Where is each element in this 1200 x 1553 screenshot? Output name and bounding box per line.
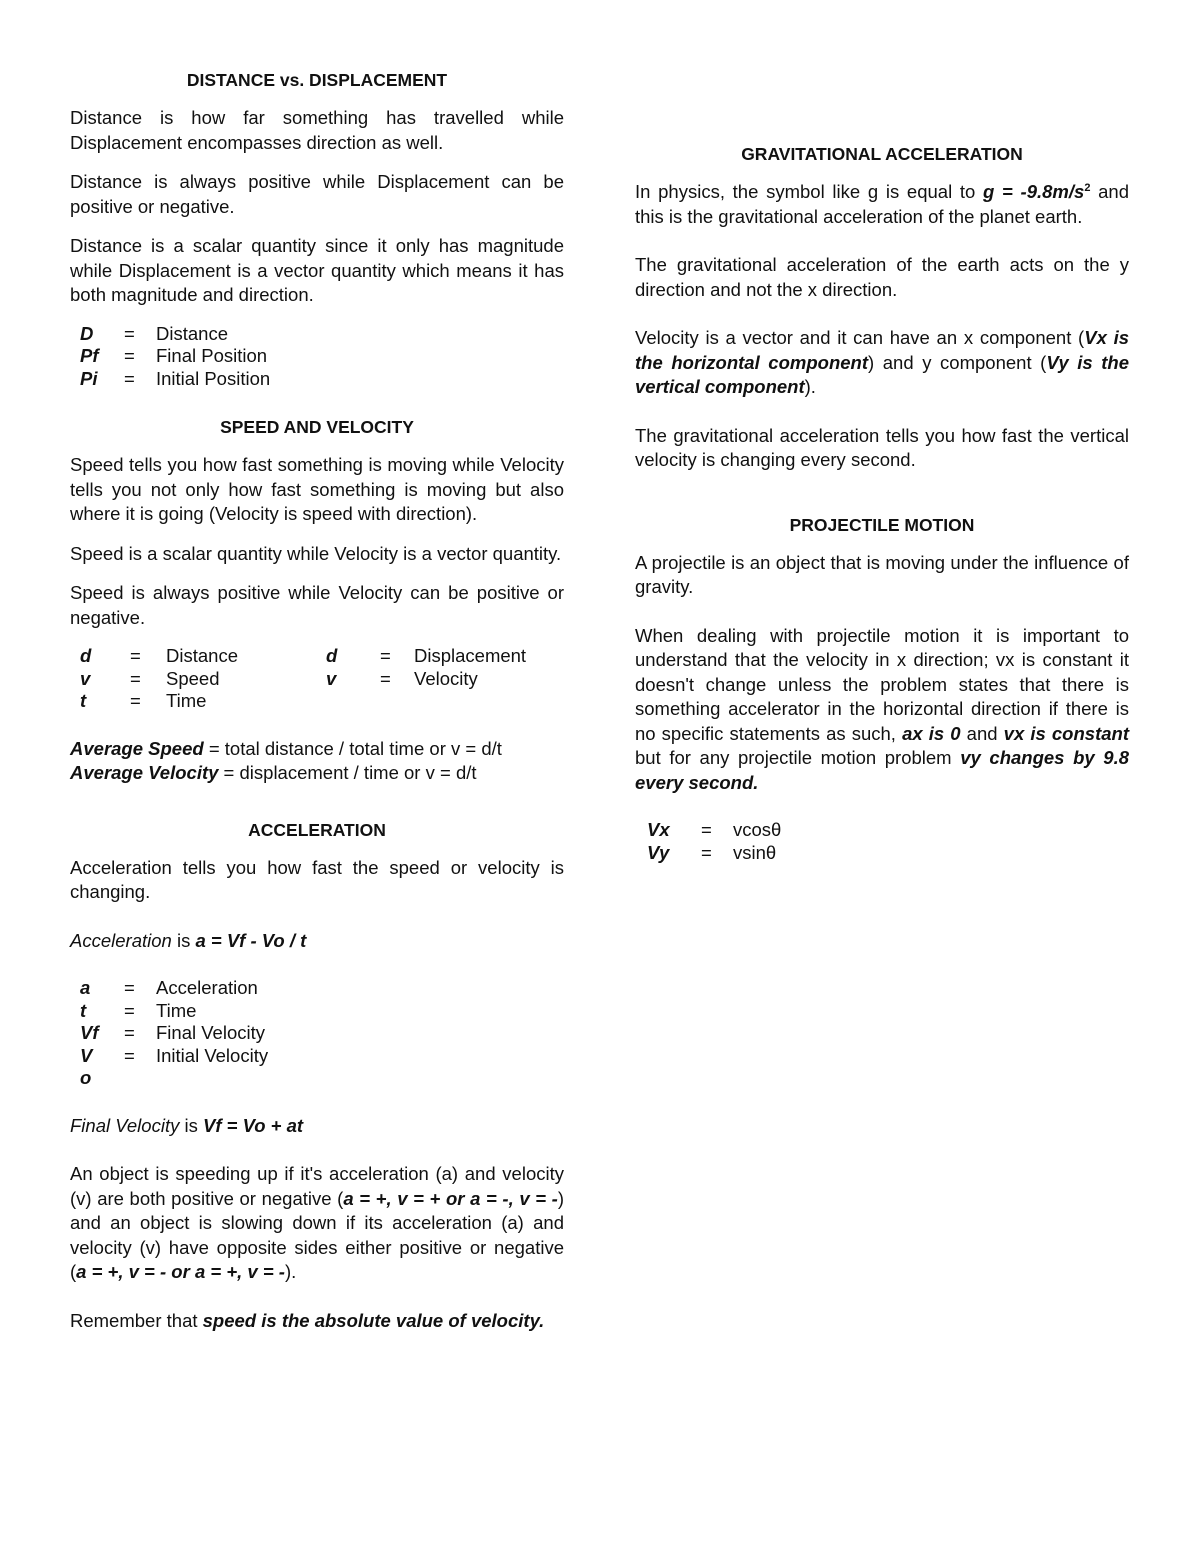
remember-paragraph bbox=[70, 1309, 564, 1334]
equals: = bbox=[380, 667, 391, 689]
text: ) and an object is slowing down if its acceleration (a) and velocity (v) have opposite sides either positive or negative ( bbox=[70, 1187, 564, 1282]
paragraph: The gravitational acceleration of the earth acts on the y direction and not the x direction. bbox=[635, 254, 1129, 300]
acceleration-label: Acceleration bbox=[70, 929, 172, 951]
equals: = bbox=[124, 999, 135, 1021]
section-gravitational-acceleration bbox=[635, 142, 1129, 473]
term: Initial Velocity bbox=[156, 1044, 269, 1066]
definition-row bbox=[80, 690, 526, 713]
term: Distance bbox=[156, 322, 228, 344]
equals: = bbox=[124, 1044, 135, 1066]
paragraph bbox=[635, 180, 1129, 229]
acceleration-formula bbox=[70, 929, 564, 954]
is-text: is bbox=[171, 929, 196, 951]
symbol: Pi bbox=[80, 367, 98, 389]
bold-text: Vy is the vertical component bbox=[635, 351, 1129, 397]
symbol: t bbox=[80, 690, 87, 711]
paragraph bbox=[635, 624, 1129, 796]
final-velocity-formula bbox=[70, 1114, 564, 1139]
paragraph: Acceleration tells you how fast the speed or velocity is changing. bbox=[70, 856, 564, 902]
text: Velocity is a vector and it can have an x component ( bbox=[635, 327, 1085, 348]
definition-row bbox=[80, 345, 270, 368]
definition-row bbox=[647, 819, 781, 842]
term: Displacement bbox=[414, 645, 527, 666]
symbol: Vy bbox=[647, 841, 670, 863]
text: but for any projectile motion problem bbox=[635, 747, 961, 768]
bold-text: Vx is the horizontal component bbox=[635, 327, 1130, 373]
equals: = bbox=[701, 819, 712, 840]
term: Acceleration bbox=[156, 977, 258, 998]
symbol: Pf bbox=[80, 345, 99, 366]
bold-text: vx is constant bbox=[1003, 722, 1129, 744]
paragraph bbox=[635, 326, 1129, 400]
term: Distance bbox=[166, 645, 238, 666]
paragraph: Speed is always positive while Velocity can be positive or negative. bbox=[70, 582, 564, 628]
equals: = bbox=[124, 322, 135, 344]
formula: Vf = Vo + at bbox=[202, 1114, 304, 1136]
equals: = bbox=[124, 345, 135, 366]
equals: = bbox=[701, 841, 712, 863]
definition-row bbox=[80, 977, 268, 1000]
definitions-table bbox=[647, 819, 781, 864]
symbol: o bbox=[80, 1067, 92, 1088]
section-title: ACCELERATION bbox=[248, 819, 386, 840]
term: Velocity bbox=[414, 667, 478, 689]
average-speed-formula: = total distance / total time or v = d/t bbox=[203, 737, 502, 759]
superscript: 2 bbox=[1084, 181, 1091, 194]
text: ). bbox=[804, 376, 816, 397]
bold-formula: g = -9.8m/s bbox=[983, 181, 1085, 202]
bold-text: speed is the absolute value of velocity. bbox=[202, 1309, 545, 1331]
section-title: GRAVITATIONAL ACCELERATION bbox=[741, 144, 1023, 164]
paragraph: Distance is always positive while Displacement can be positive or negative. bbox=[70, 171, 564, 217]
definition-row bbox=[80, 323, 270, 346]
equals: = bbox=[130, 667, 141, 689]
term: Final Velocity bbox=[156, 1022, 265, 1043]
paragraph: A projectile is an object that is moving under the influence of gravity. bbox=[635, 551, 1129, 597]
section-distance-displacement bbox=[70, 68, 564, 390]
section-projectile-motion bbox=[635, 513, 1129, 865]
definitions-table bbox=[80, 323, 270, 391]
text: Remember that bbox=[70, 1309, 203, 1331]
definition-row bbox=[80, 1022, 268, 1045]
bold-text: vy changes by 9.8 every second. bbox=[635, 747, 1129, 793]
final-velocity-label: Final Velocity bbox=[70, 1114, 180, 1136]
symbol: v bbox=[326, 667, 337, 689]
paragraph: Distance is a scalar quantity since it only has magnitude while Displacement is a vector quantity which means it has both magnitude and direction. bbox=[70, 235, 564, 305]
symbol: Vx bbox=[647, 819, 670, 840]
term: Time bbox=[156, 999, 197, 1021]
bold-text: ax is 0 bbox=[902, 722, 961, 744]
definition-row bbox=[80, 368, 270, 391]
formula: a = Vf - Vo / t bbox=[195, 929, 307, 951]
speeding-up-paragraph bbox=[70, 1162, 564, 1285]
equals: = bbox=[130, 645, 141, 666]
bold-formula: a = +, v = - or a = +, v = - bbox=[76, 1261, 285, 1282]
symbol: a bbox=[80, 977, 91, 998]
definitions-table bbox=[80, 977, 268, 1090]
term: vsinθ bbox=[733, 841, 777, 863]
term: vcosθ bbox=[733, 819, 782, 840]
paragraph: Speed tells you how fast something is moving while Velocity tells you not only how fast something is moving but also where it is going (Velocity is speed with direction). bbox=[70, 454, 564, 524]
term: Final Position bbox=[156, 345, 268, 366]
symbol: Vf bbox=[80, 1022, 99, 1043]
symbol: t bbox=[80, 999, 87, 1021]
section-speed-velocity bbox=[70, 415, 564, 786]
text: In physics, the symbol like g is equal to bbox=[635, 181, 984, 202]
term bbox=[156, 1067, 268, 1090]
average-formulas bbox=[70, 737, 564, 786]
symbol: d bbox=[326, 645, 338, 666]
average-velocity-formula: = displacement / time or v = d/t bbox=[218, 762, 477, 783]
definition-row bbox=[80, 668, 526, 691]
text: ). bbox=[284, 1261, 297, 1282]
text: and this is the gravitational acceleration of the planet earth. bbox=[635, 181, 1130, 227]
equals bbox=[124, 1067, 156, 1090]
equals: = bbox=[124, 977, 135, 998]
symbol: d bbox=[80, 645, 92, 666]
definition-row bbox=[80, 1045, 268, 1068]
equals: = bbox=[130, 690, 141, 711]
definitions-table bbox=[80, 645, 526, 713]
equals: = bbox=[380, 645, 391, 666]
equals: = bbox=[124, 1022, 135, 1043]
paragraph: Speed is a scalar quantity while Velocity is a vector quantity. bbox=[70, 542, 562, 564]
definition-row bbox=[80, 1000, 268, 1023]
definition-row bbox=[647, 842, 781, 865]
symbol: D bbox=[80, 322, 94, 344]
definition-row bbox=[80, 645, 526, 668]
term: Time bbox=[166, 690, 207, 711]
section-title: SPEED AND VELOCITY bbox=[220, 417, 414, 437]
symbol: V bbox=[80, 1044, 93, 1066]
average-velocity-label: Average Velocity bbox=[70, 762, 219, 783]
definition-row bbox=[80, 1067, 268, 1090]
paragraph: The gravitational acceleration tells you how fast the vertical velocity is changing every second. bbox=[635, 424, 1129, 470]
term: Speed bbox=[166, 667, 220, 689]
bold-formula: a = +, v = + or a = -, v = - bbox=[343, 1187, 558, 1209]
paragraph: Distance is how far something has travelled while Displacement encompasses direction as well. bbox=[70, 107, 564, 153]
section-title: DISTANCE vs. DISPLACEMENT bbox=[186, 70, 448, 90]
text: ) and y component ( bbox=[868, 351, 1047, 373]
left-column bbox=[70, 68, 564, 1348]
text: When dealing with projectile motion it is important to understand that the velocity in x direction; vx is constant it doesn't change unless the problem states that there is something accelerator in the horizontal direction if there is no specific statements as such, bbox=[635, 624, 1129, 744]
section-title: PROJECTILE MOTION bbox=[789, 514, 975, 535]
text: and bbox=[960, 722, 1004, 744]
term: Initial Position bbox=[156, 367, 271, 389]
equals: = bbox=[124, 367, 135, 389]
section-acceleration bbox=[70, 818, 564, 1334]
text: An object is speeding up if it's acceleration (a) and velocity (v) are both positive or negative ( bbox=[70, 1163, 564, 1209]
is-text: is bbox=[179, 1114, 203, 1136]
average-speed-label: Average Speed bbox=[70, 737, 204, 759]
symbol: v bbox=[80, 667, 91, 689]
right-column bbox=[635, 142, 1129, 879]
